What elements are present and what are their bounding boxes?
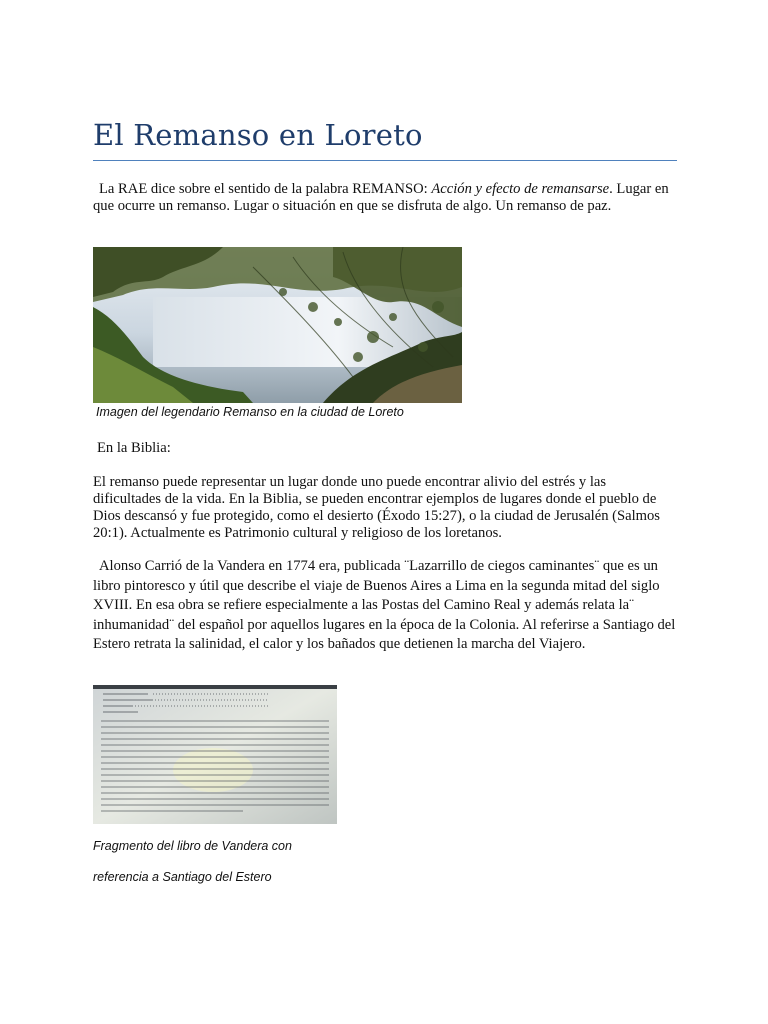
book-fragment-photo (93, 685, 337, 824)
title-underline (93, 160, 677, 161)
remanso-photo (93, 247, 462, 403)
biblia-heading (93, 440, 677, 457)
book-fragment-caption-line2: referencia a Santiago del Estero (93, 870, 272, 884)
intro-lead: La RAE dice sobre el sentido de la palabra REMANSO: (99, 181, 432, 197)
vandera-paragraph-text: Alonso Carrió de la Vandera en 1774 era, publicada ¨Lazarrillo de ciegos caminantes¨ que es un libro pintoresco y útil que describe el viaje de Buenos Aires a Lima en la segunda mitad del siglo XVIII. En esa obra se refiere especialmente a las Postas del Camino Real y además relata la¨ inhumanidad¨ del español por aquellos lugares en la época de la Colonia. Al referirse a Santiago del Estero retrata la salinidad, el calor y los bañados que detienen la marcha del Viajero. (93, 558, 676, 652)
remanso-photo-caption: Imagen del legendario Remanso en la ciudad de Loreto (96, 405, 404, 419)
page-title: El Remanso en Loreto (93, 118, 423, 152)
vandera-paragraph (93, 557, 677, 655)
book-fragment-drawing (93, 685, 337, 824)
remanso-photo-drawing (93, 247, 462, 403)
intro-rest: . Lugar en que ocurre un remanso. Lugar o situación en que se disfruta de algo. Un remanso de paz. (93, 181, 669, 214)
book-fragment-caption-line1: Fragmento del libro de Vandera con (93, 839, 292, 853)
intro-paragraph (93, 181, 677, 215)
biblia-heading-text: En la Biblia: (97, 440, 171, 456)
biblia-paragraph: El remanso puede representar un lugar donde uno puede encontrar alivio del estrés y las dificultades de la vida. En la Biblia, se pueden encontrar ejemplos de lugares donde el pueblo de Dios descansó y fue protegido, como el desierto (Éxodo 15:27), o la ciudad de Jerusalén (Salmos 20:1). Actualmente es Patrimonio cultural y religioso de los loretanos. (93, 474, 660, 541)
intro-definition: Acción y efecto de remansarse (431, 181, 610, 197)
